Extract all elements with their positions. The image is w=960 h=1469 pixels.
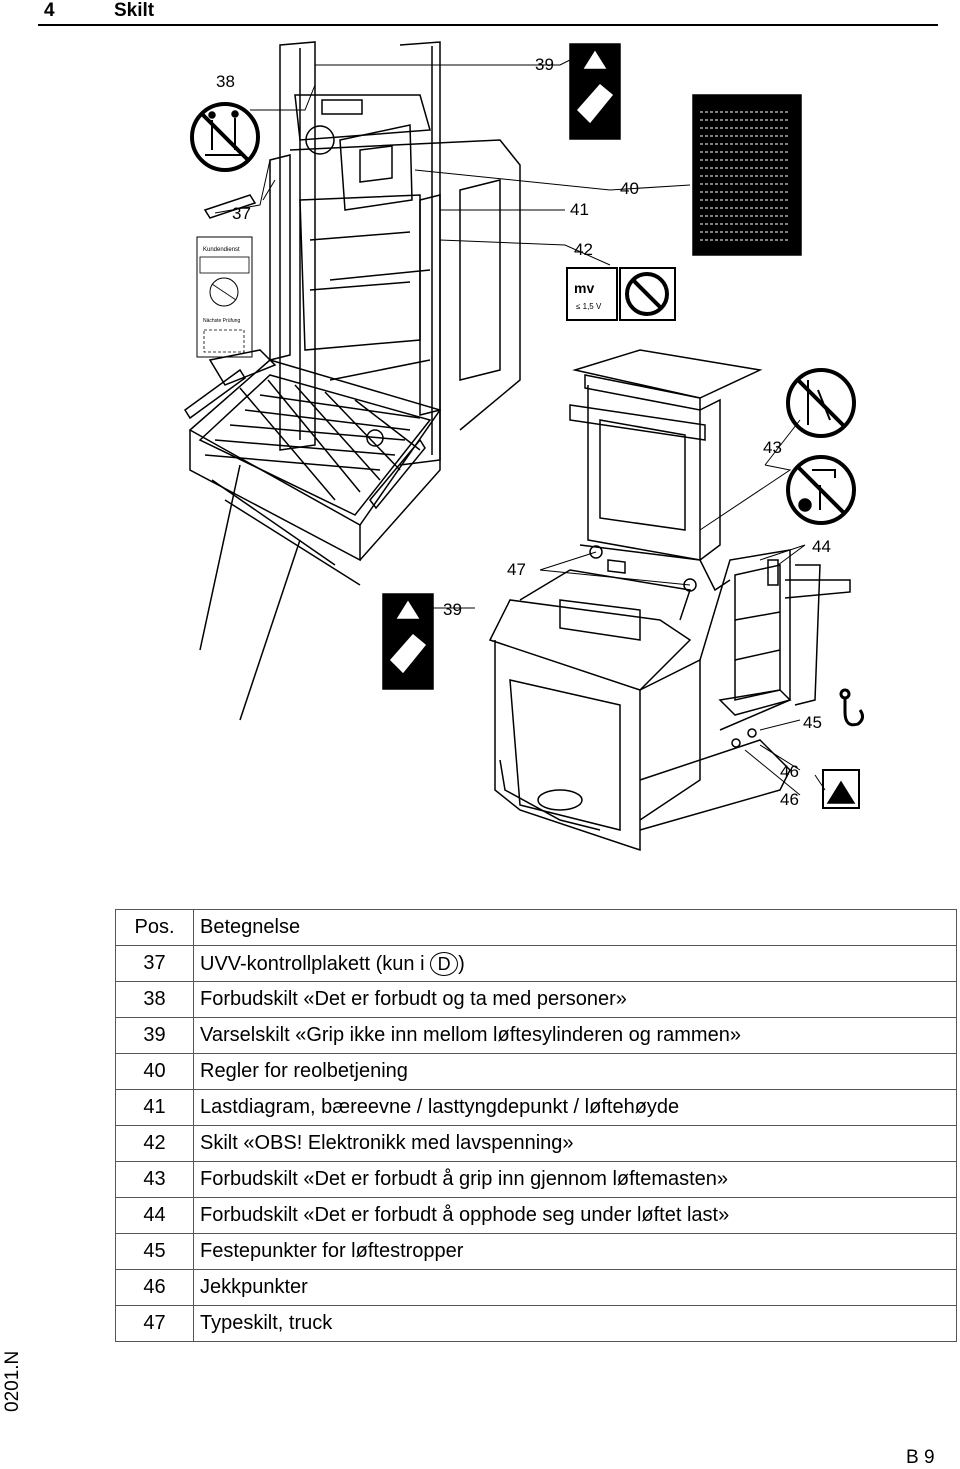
row-desc: Forbudskilt «Det er forbudt å grip inn gjennom løftemasten» [194, 1162, 957, 1198]
section-number: 4 [44, 0, 55, 21]
callout-39-upper: 39 [535, 55, 554, 74]
row-pos: 40 [116, 1054, 194, 1090]
sign-38-no-passengers-icon [192, 104, 258, 170]
callout-46-upper: 46 [780, 762, 799, 781]
row-pos: 44 [116, 1198, 194, 1234]
callout-40: 40 [620, 179, 639, 198]
table-row [116, 1054, 957, 1090]
row-desc: Varselskilt «Grip ikke inn mellom løftesylinderen og rammen» [194, 1018, 957, 1054]
table-row [116, 1162, 957, 1198]
row-pos: 47 [116, 1306, 194, 1342]
table-row [116, 1198, 957, 1234]
row-pos: 41 [116, 1090, 194, 1126]
callout-46-lower: 46 [780, 790, 799, 809]
callout-44: 44 [812, 537, 831, 556]
legend-table [115, 909, 957, 1342]
table-header-row [116, 910, 957, 946]
sign-43-no-reach-through-icon [788, 370, 854, 436]
callout-47: 47 [507, 560, 526, 579]
table-row [116, 982, 957, 1018]
callout-41: 41 [570, 200, 589, 219]
row-pos: 45 [116, 1234, 194, 1270]
row-desc [194, 946, 957, 982]
row-pos: 46 [116, 1270, 194, 1306]
document-code: 0201.N [2, 1350, 23, 1412]
voltage-label: ≤ 1,5 V [576, 302, 602, 311]
kundendienst-label: Kundendienst [203, 247, 240, 253]
callout-42: 42 [574, 240, 593, 259]
table-row [116, 1018, 957, 1054]
row-pos: 38 [116, 982, 194, 1018]
page-number: B 9 [906, 1447, 935, 1468]
mv-label: mv [574, 280, 595, 296]
table-row [116, 1270, 957, 1306]
table-row [116, 1234, 957, 1270]
sign-40-rules-plate [693, 95, 801, 255]
row-pos: 43 [116, 1162, 194, 1198]
row-desc: Typeskilt, truck [194, 1306, 957, 1342]
row-pos: 37 [116, 946, 194, 982]
jack-point-icon [823, 770, 859, 808]
callout-45: 45 [803, 713, 822, 732]
table-row [116, 1306, 957, 1342]
row-desc: Lastdiagram, bæreevne / lasttyngdepunkt / løftehøyde [194, 1090, 957, 1126]
lifting-hook-icon [841, 690, 863, 725]
table-row [116, 1090, 957, 1126]
sign-39-lower-warning-hand-icon [383, 594, 433, 689]
sign-44-no-standing-under-load-icon [788, 457, 854, 523]
row-desc-text: UVV-kontrollplakett (kun i [200, 952, 431, 975]
row-desc: Skilt «OBS! Elektronikk med lavspenning» [194, 1126, 957, 1162]
header-desc: Betegnelse [194, 910, 957, 946]
row-desc: Jekkpunkter [194, 1270, 957, 1306]
table-row [116, 946, 957, 982]
row-desc-suffix: ) [458, 952, 465, 975]
row-desc: Forbudskilt «Det er forbudt og ta med personer» [194, 982, 957, 1018]
sign-39-warning-hand-icon [570, 44, 620, 139]
country-badge: D [430, 952, 458, 976]
row-desc: Forbudskilt «Det er forbudt å opphode seg under løftet last» [194, 1198, 957, 1234]
row-desc: Regler for reolbetjening [194, 1054, 957, 1090]
callout-37: 37 [232, 204, 251, 223]
section-title: Skilt [114, 0, 155, 21]
callout-39-lower: 39 [443, 600, 462, 619]
callout-38: 38 [216, 72, 235, 91]
row-desc: Festepunkter for løftestropper [194, 1234, 957, 1270]
callout-43: 43 [763, 438, 782, 457]
row-pos: 42 [116, 1126, 194, 1162]
table-row [116, 1126, 957, 1162]
naechste-pruefung-label: Nächste Prüfung [203, 318, 241, 324]
row-pos: 39 [116, 1018, 194, 1054]
sign-37-inspection-plate [197, 237, 252, 357]
header-pos: Pos. [116, 910, 194, 946]
